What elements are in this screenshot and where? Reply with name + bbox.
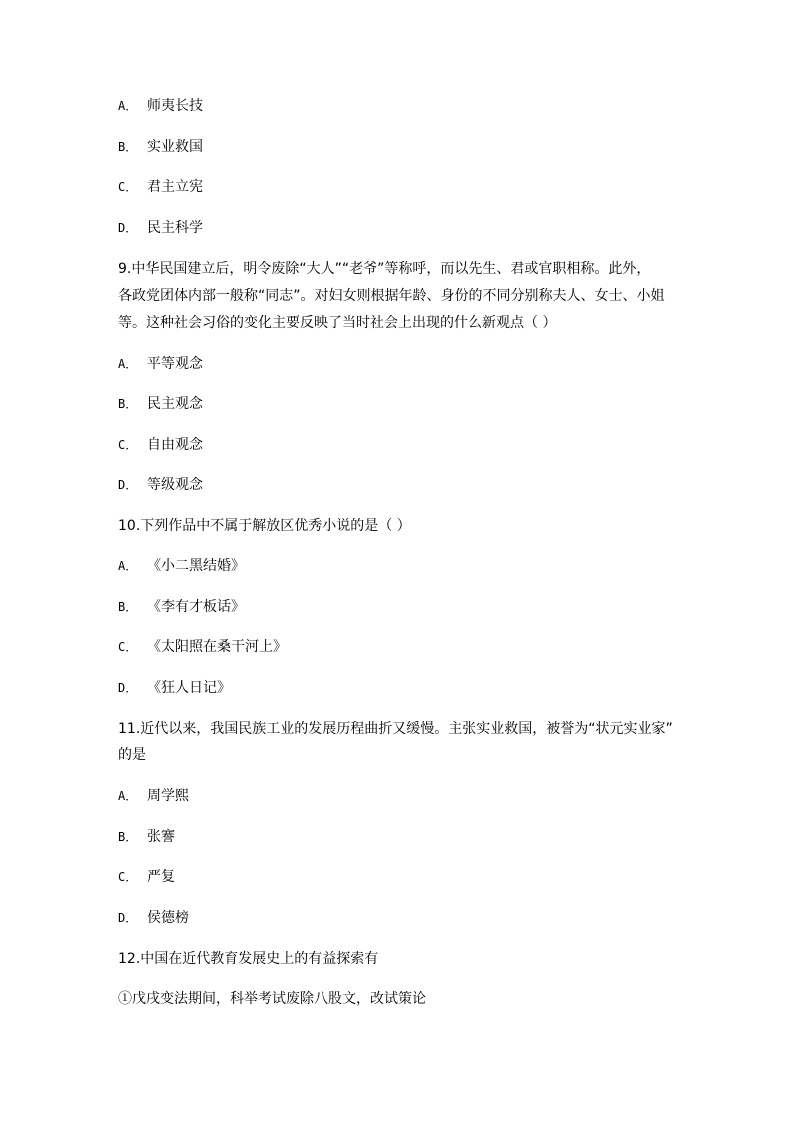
option-letter: B． bbox=[118, 397, 138, 411]
option-text: 《小二黑结婚》 bbox=[147, 558, 245, 574]
option-letter: D． bbox=[118, 221, 138, 235]
option-letter: B． bbox=[118, 140, 138, 154]
option-letter: A． bbox=[118, 99, 138, 113]
option-text: 自由观念 bbox=[147, 437, 203, 453]
option-text: 师夷长技 bbox=[147, 98, 203, 114]
option-letter: B． bbox=[118, 830, 138, 844]
q9-stem-line-3: 等。这种社会习俗的变化主要反映了当时社会上出现的什么新观点（ ） bbox=[118, 315, 557, 331]
option-letter: D． bbox=[118, 911, 138, 925]
q9-stem-line-2: 各政党团体内部一般称“同志”。对妇女则根据年龄、身份的不同分别称夫人、女士、小姐 bbox=[118, 288, 665, 304]
q11-option-b bbox=[118, 827, 175, 847]
option-text: 《李有才板话》 bbox=[147, 599, 245, 615]
q11-option-a bbox=[118, 786, 189, 806]
option-text: 《狂人日记》 bbox=[147, 680, 231, 696]
option-text: 平等观念 bbox=[147, 356, 203, 372]
q10-option-b bbox=[118, 597, 245, 617]
option-letter: A． bbox=[118, 559, 138, 573]
q8-option-d bbox=[118, 218, 203, 238]
q9-option-a bbox=[118, 354, 203, 374]
option-letter: C． bbox=[118, 438, 138, 452]
option-letter: C． bbox=[118, 640, 138, 654]
option-text: 周学熙 bbox=[147, 788, 189, 804]
option-letter: D． bbox=[118, 681, 138, 695]
q10-option-d bbox=[118, 678, 231, 698]
q10-option-a bbox=[118, 556, 245, 576]
q11-option-c bbox=[118, 867, 175, 887]
q8-option-a bbox=[118, 96, 203, 116]
option-text: 民主科学 bbox=[147, 220, 203, 236]
q9-option-c bbox=[118, 435, 203, 455]
q11-stem-line-1: 11.近代以来，我国民族工业的发展历程曲折又缓慢。主张实业救国，被誉为“状元实业家” bbox=[118, 721, 673, 737]
option-letter: C． bbox=[118, 180, 138, 194]
q12-stem: 12.中国在近代教育发展史上的有益探索有 bbox=[118, 951, 379, 967]
option-text: 等级观念 bbox=[147, 477, 203, 493]
option-text: 实业救国 bbox=[147, 139, 203, 155]
q9-option-d bbox=[118, 475, 203, 495]
option-text: 《太阳照在桑干河上》 bbox=[147, 639, 287, 655]
q11-stem-line-2: 的是 bbox=[118, 747, 146, 763]
q10-option-c bbox=[118, 637, 287, 657]
q8-option-c bbox=[118, 177, 203, 197]
option-text: 民主观念 bbox=[147, 396, 203, 412]
option-text: 侯德榜 bbox=[147, 910, 189, 926]
option-letter: B． bbox=[118, 600, 138, 614]
q12-item-1: ①戊戌变法期间，科举考试废除八股文，改试策论 bbox=[118, 991, 426, 1007]
q9-option-b bbox=[118, 394, 203, 414]
q10-stem: 10.下列作品中不属于解放区优秀小说的是（ ） bbox=[118, 518, 411, 534]
q9-stem-line-1: 9.中华民国建立后，明令废除“大人”“老爷”等称呼，而以先生、君或官职相称。此外， bbox=[118, 261, 651, 277]
option-text: 张謇 bbox=[147, 829, 175, 845]
q11-option-d bbox=[118, 908, 189, 928]
q8-option-b bbox=[118, 137, 203, 157]
option-letter: A． bbox=[118, 357, 138, 371]
option-letter: C． bbox=[118, 870, 138, 884]
option-text: 严复 bbox=[147, 869, 175, 885]
option-text: 君主立宪 bbox=[147, 179, 203, 195]
option-letter: D． bbox=[118, 478, 138, 492]
option-letter: A． bbox=[118, 789, 138, 803]
